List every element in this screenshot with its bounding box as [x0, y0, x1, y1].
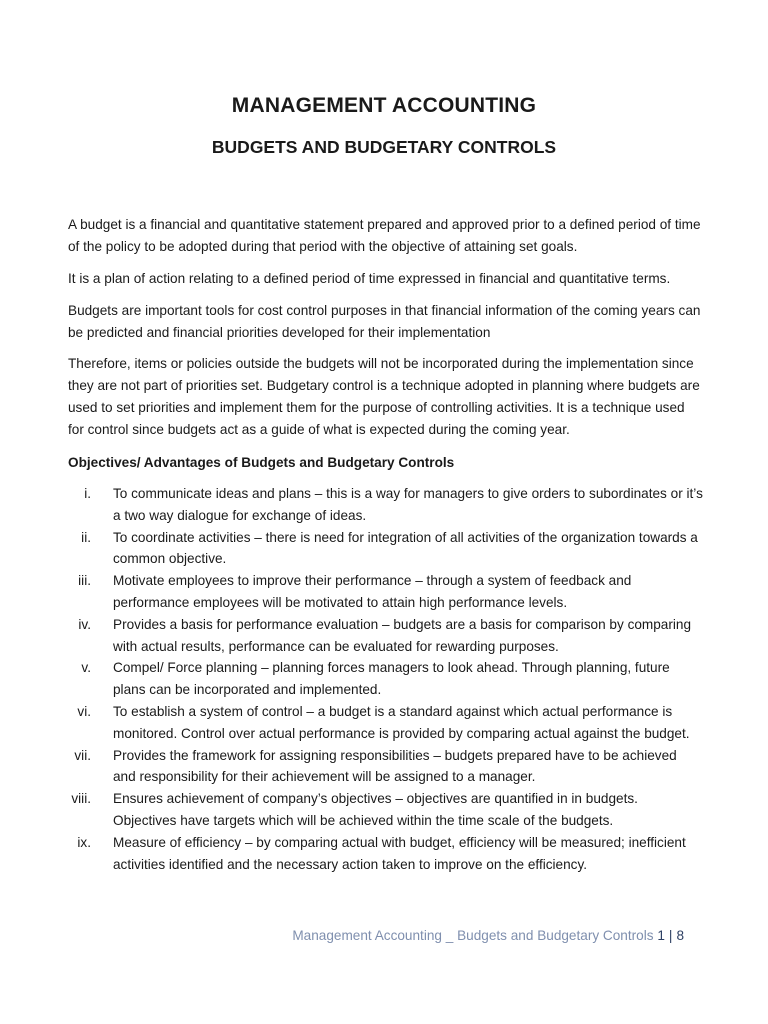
objective-text: Provides a basis for performance evaluation – budgets are a basis for comparison by comparing with actual results, performance can be evaluated for rewarding purposes. — [113, 616, 692, 654]
objective-text: To coordinate activities – there is need for integration of all activities of the organization towards a common objective. — [113, 529, 698, 567]
objective-item — [0, 570, 768, 614]
objective-number: v. — [81, 660, 91, 676]
objective-text: Compel/ Force planning – planning forces managers to look ahead. Through planning, future plans can be incorporated and implemented. — [113, 660, 670, 698]
objective-item — [0, 614, 768, 658]
paragraph-plan-of-action: It is a plan of action relating to a defined period of time expressed in financial and quantitative terms. — [68, 271, 671, 286]
objective-item — [0, 745, 768, 789]
objective-text: Motivate employees to improve their performance – through a system of feedback and performance employees will be motivated to attain high performance levels. — [113, 573, 632, 610]
paragraph-budget-definition: A budget is a financial and quantitative statement prepared and approved prior to a defined period of time of the policy to be adopted during that period with the objective of attaining set goals. — [68, 217, 701, 254]
objective-number: ii. — [81, 529, 91, 545]
page-footer — [292, 928, 684, 943]
objective-number: iv. — [78, 616, 91, 632]
footer-text: Management Accounting _ Budgets and Budgetary Controls — [292, 928, 654, 943]
objective-number: ix. — [77, 834, 91, 850]
objective-number: vii. — [74, 747, 91, 763]
footer-page-total: 8 — [676, 928, 684, 943]
objective-number: vi. — [77, 703, 91, 719]
objective-item — [0, 701, 768, 745]
objective-item — [0, 832, 768, 876]
document-subtitle: BUDGETS AND BUDGETARY CONTROLS — [211, 137, 557, 157]
footer-page-number: 1 — [657, 928, 665, 943]
footer-separator: | — [668, 928, 673, 943]
paragraph-budgetary-control: Therefore, items or policies outside the budgets will not be incorporated during the implementation since they are not part of priorities set. Budgetary control is a technique adopted in planning where budgets are used to set priorities and implement them for the purpose of controlling activities. It is a technique used for control since budgets act as a guide of what is expected during the coming year. — [68, 356, 700, 437]
objective-text: To communicate ideas and plans – this is a way for managers to give orders to subordinates or it’s a two way dialogue for exchange of ideas. — [113, 486, 703, 523]
objective-text: Provides the framework for assigning responsibilities – budgets prepared have to be achieved and responsibility for their achievement will be assigned to a manager. — [113, 747, 677, 785]
objective-item — [0, 657, 768, 701]
objective-text: Ensures achievement of company’s objectives – objectives are quantified in in budgets. Objectives have targets which will be achieved within the time scale of the budgets. — [113, 791, 638, 828]
objective-number: iii. — [78, 573, 91, 589]
paragraph-cost-control: Budgets are important tools for cost control purposes in that financial information of the coming years can be predicted and financial priorities developed for their implementation — [68, 303, 701, 340]
objective-item — [0, 527, 768, 571]
objective-item — [0, 788, 768, 832]
objective-text: To establish a system of control – a budget is a standard against which actual performance is monitored. Control over actual performance is provided by comparing actual against the budget. — [113, 703, 690, 741]
objective-text: Measure of efficiency – by comparing actual with budget, efficiency will be measured; inefficient activities identified and the necessary action taken to improve on the efficiency. — [113, 834, 686, 872]
objective-number: i. — [84, 486, 91, 501]
objective-number: viii. — [71, 791, 91, 807]
objectives-list — [0, 483, 768, 875]
objective-item — [0, 483, 768, 527]
objectives-heading: Objectives/ Advantages of Budgets and Budgetary Controls — [68, 455, 455, 470]
document-title: MANAGEMENT ACCOUNTING — [231, 94, 537, 117]
